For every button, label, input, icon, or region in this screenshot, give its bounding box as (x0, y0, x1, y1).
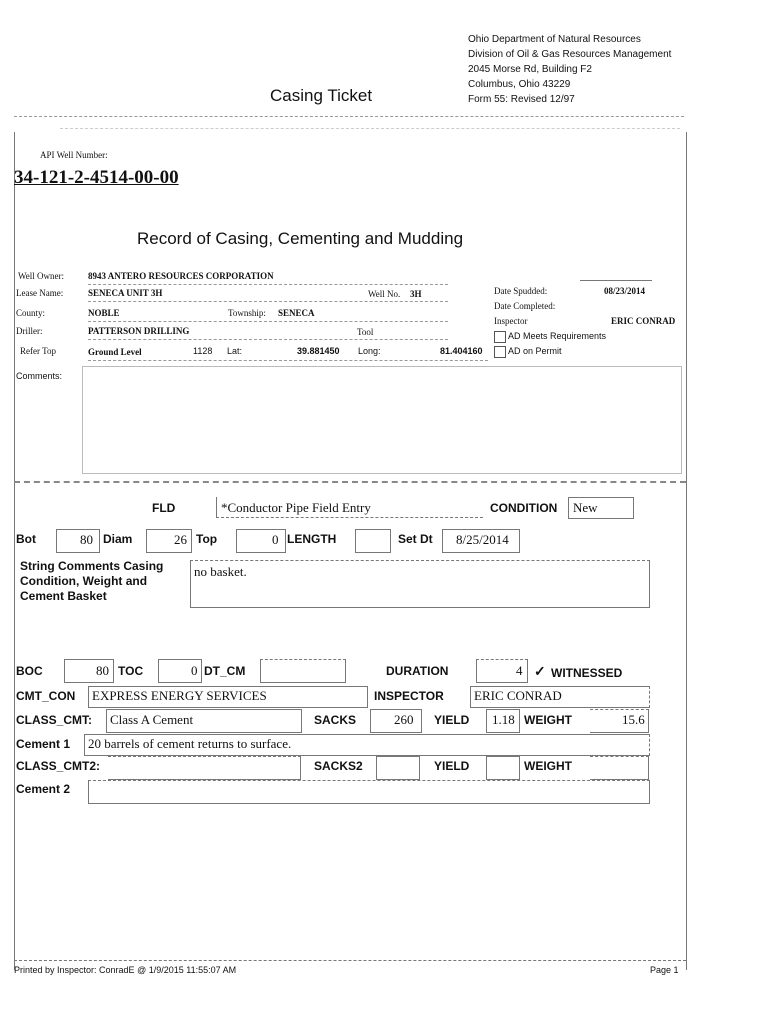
top-field[interactable] (236, 529, 286, 553)
printed-by: Printed by Inspector: ConradE @ 1/9/2015 11:55:07 AM (14, 965, 237, 975)
string-comments-label-line: Cement Basket (20, 589, 107, 603)
driller-value: PATTERSON DRILLING (88, 326, 190, 336)
lease-label: Lease Name: (16, 288, 64, 298)
long-value: 81.404160 (440, 346, 483, 356)
township-value: SENECA (278, 308, 315, 318)
sacks2-label: SACKS2 (314, 759, 363, 773)
fld-label: FLD (152, 501, 176, 515)
frame-left (14, 132, 15, 970)
diam-value: 26 (174, 532, 187, 547)
top-label: Top (196, 532, 218, 546)
weight-value: 15.6 (622, 712, 645, 727)
scan-divider (14, 116, 684, 117)
date-spudded-value: 08/23/2014 (604, 286, 646, 296)
weight2-label: WEIGHT (524, 759, 572, 773)
date-spudded-label: Date Spudded: (494, 286, 548, 296)
county-value: NOBLE (88, 308, 120, 318)
cement1-value: 20 barrels of cement returns to surface. (88, 736, 292, 751)
agency-line: Ohio Department of Natural Resources (468, 34, 641, 45)
owner-value: 8943 ANTERO RESOURCES CORPORATION (88, 271, 274, 281)
agency-line: Division of Oil & Gas Resources Management (468, 49, 672, 60)
sacks-value: 260 (394, 712, 414, 727)
string-comments-label (20, 559, 163, 604)
long-label: Long: (358, 346, 381, 356)
frame-right (686, 132, 687, 970)
top-value: 0 (272, 532, 279, 547)
page-number: Page 1 (650, 965, 679, 975)
driller-label: Driller: (16, 326, 43, 336)
agency-line: Columbus, Ohio 43229 (468, 79, 571, 90)
cement-inspector-value: ERIC CONRAD (474, 688, 562, 703)
weight-label: WEIGHT (524, 713, 572, 727)
cmt-con-label: CMT_CON (16, 689, 76, 703)
cement-inspector-label: INSPECTOR (374, 689, 444, 703)
duration-value: 4 (516, 663, 523, 678)
fld-value: *Conductor Pipe Field Entry (221, 500, 371, 515)
toc-value: 0 (191, 663, 198, 678)
ad-permit-checkbox[interactable] (494, 346, 506, 358)
yield2-label: YIELD (434, 759, 470, 773)
dt-cm-label: DT_CM (204, 664, 246, 678)
inspector-value: ERIC CONRAD (611, 316, 676, 326)
sacks2-field[interactable] (376, 756, 420, 780)
refer-top-label: Refer Top (20, 346, 56, 356)
footer-divider (14, 960, 686, 961)
length-label: LENGTH (287, 532, 337, 546)
section-divider (14, 481, 686, 483)
class-cmt-value: Class A Cement (110, 712, 194, 727)
lease-value: SENECA UNIT 3H (88, 288, 163, 298)
class-cmt2-label: CLASS_CMT2: (16, 759, 101, 773)
agency-line: Form 55: Revised 12/97 (468, 94, 575, 105)
refer-top-value: Ground Level (88, 347, 142, 357)
yield-label: YIELD (434, 713, 470, 727)
toc-label: TOC (118, 664, 144, 678)
agency-address (468, 32, 671, 107)
comments-box[interactable] (82, 366, 682, 474)
ad-meets-checkbox[interactable] (494, 331, 506, 343)
cement1-label: Cement 1 (16, 737, 71, 751)
yield-value: 1.18 (492, 712, 515, 727)
field-underline (88, 339, 448, 340)
yield2-field[interactable] (486, 756, 520, 780)
weight2-field[interactable] (590, 756, 649, 780)
field-underline (580, 280, 652, 281)
api-well-number: 34-121-2-4514-00-00 (14, 167, 179, 188)
cmt-con-value: EXPRESS ENERGY SERVICES (92, 688, 267, 703)
string-comments-label-line: String Comments Casing (20, 559, 164, 573)
comments-label: Comments: (16, 371, 63, 381)
witnessed-label: WITNESSED (551, 666, 623, 680)
boc-value: 80 (96, 663, 109, 678)
inspector-label: Inspector (494, 316, 528, 326)
set-dt-value: 8/25/2014 (456, 532, 509, 547)
sacks-label: SACKS (314, 713, 357, 727)
county-label: County: (16, 308, 46, 318)
tool-label: Tool (357, 327, 374, 337)
condition-value: New (573, 500, 598, 515)
elevation-value: 1128 (193, 346, 213, 356)
ad-permit-label: AD on Permit (508, 346, 562, 356)
ad-meets-label: AD Meets Requirements (508, 331, 607, 341)
duration-label: DURATION (386, 664, 449, 678)
field-underline (88, 360, 488, 361)
class-cmt2-field[interactable] (108, 756, 301, 780)
diam-label: Diam (103, 532, 133, 546)
township-label: Township: (228, 308, 266, 318)
agency-line: 2045 Morse Rd, Building F2 (468, 64, 592, 75)
page-title: Casing Ticket (270, 86, 373, 105)
scan-divider (60, 128, 680, 129)
cement2-field[interactable] (88, 780, 650, 804)
set-dt-label: Set Dt (398, 532, 433, 546)
well-no-value: 3H (410, 289, 422, 299)
string-comments-box[interactable] (190, 560, 650, 608)
length-field[interactable] (355, 529, 391, 553)
field-underline (88, 301, 448, 302)
field-underline (88, 321, 448, 322)
boc-label: BOC (16, 664, 43, 678)
bot-field[interactable] (56, 529, 100, 553)
bot-value: 80 (80, 532, 93, 547)
condition-label: CONDITION (490, 501, 558, 515)
string-comments-value: no basket. (194, 564, 247, 579)
field-underline (88, 284, 448, 285)
lat-value: 39.881450 (297, 346, 340, 356)
dt-cm-field[interactable] (260, 659, 346, 683)
api-label: API Well Number: (40, 150, 108, 160)
record-title: Record of Casing, Cementing and Mudding (137, 229, 464, 248)
owner-label: Well Owner: (18, 271, 65, 281)
bot-label: Bot (16, 532, 36, 546)
date-completed-label: Date Completed: (494, 301, 556, 311)
cement2-label: Cement 2 (16, 782, 71, 796)
well-no-label: Well No. (368, 289, 401, 299)
class-cmt-label: CLASS_CMT: (16, 713, 93, 727)
lat-label: Lat: (227, 346, 243, 356)
witnessed-checkbox[interactable]: ✓ (534, 663, 546, 679)
string-comments-label-line: Condition, Weight and (20, 574, 148, 588)
